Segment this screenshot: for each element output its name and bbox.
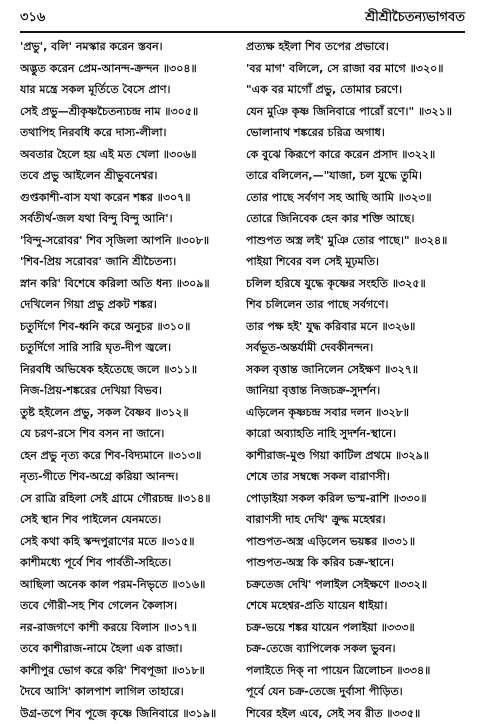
verse-line: তবে প্রভু আইলেন শ্রীভুবনেশ্বর। <box>20 165 242 187</box>
verse-line: কে বুঝে কিরূপে কারে করেন প্রসাদ ॥৩২২॥ <box>246 144 468 166</box>
verse-line: শেষে তার সম্বন্ধে সকল বারাণসী। <box>246 466 468 488</box>
verse-line: অদ্ভুত করেন প্রেম-আনন্দ-ক্রন্দন ॥৩০৪॥ <box>20 58 242 80</box>
verse-line: অবতার হৈলে হয় এই মত খেলা ॥৩০৬॥ <box>20 144 242 166</box>
verse-line: চক্র-তেজে ব্যাপিলেক সকল ভুবন। <box>246 638 468 660</box>
verse-line: কাশীরাজ-মুণ্ড গিয়া কাটিল প্রথমে ॥৩২৯॥ <box>246 445 468 467</box>
verse-line: নর-রাজগণে কাশী করয়ে বিলাস ॥৩১৭॥ <box>20 617 242 639</box>
verse-line: চক্র-ভয়ে শঙ্কর যায়েন পলাইয়া ॥৩৩৩॥ <box>246 617 468 639</box>
header-rule <box>20 31 465 33</box>
verse-line: দৈবে আসি' কালপাশ লাগিল তাহারে। <box>20 681 242 703</box>
running-title: শ্রীশ্রীচৈতন্যভাগবত <box>365 8 465 29</box>
verse-line: 'প্রভু', বলি' নমস্কার করেন স্তবন। <box>20 36 242 58</box>
verse-line: পোড়াইয়া সকল করিল ভস্ম-রাশি ॥৩৩০॥ <box>246 488 468 510</box>
verse-line: তোর পাছে সর্বগণ সহ আছি আমি ॥৩২৩॥ <box>246 187 468 209</box>
verse-line: এড়িলেন কৃষ্ণচন্দ্র সবার দলন ॥৩২৮॥ <box>246 402 468 424</box>
verse-line: পাশুপত অস্ত্র লই' মুঞি তোর পাছে।" ॥৩২৪॥ <box>246 230 468 252</box>
verse-line: গুপ্তকাশী-বাস যথা করেন শঙ্কর ॥৩০৭॥ <box>20 187 242 209</box>
verse-line: প্রত্যক্ষ হইলা শিব তপের প্রভাবে। <box>246 36 468 58</box>
left-verse-column <box>20 36 242 724</box>
verse-line: সর্বতীর্থ-জল যথা বিন্দু বিন্দু আনি'। <box>20 208 242 230</box>
verse-line: পাইয়া শিবের বল সেই মূঢ়মতি। <box>246 251 468 273</box>
verse-line: চলিল হরিষে যুদ্ধে কৃষ্ণের সংহতি ॥৩২৫॥ <box>246 273 468 295</box>
verse-line: নিরবধি অভিষেক হইতেছে জলে ॥৩১১॥ <box>20 359 242 381</box>
verse-line: উগ্র-তপে শিব পূজে কৃষ্ণে জিনিবারে ॥৩১৯॥ <box>20 703 242 724</box>
verse-line: নৃত্য-গীতে শিব-অগ্রে করিয়া আনন্দ। <box>20 466 242 488</box>
verse-line: বারাণসী দাহ দেখি' ক্রুদ্ধ মহেশ্বর। <box>246 509 468 531</box>
verse-line: নিজ-প্রিয়-শঙ্করের দেখিয়া বিভব। <box>20 380 242 402</box>
verse-line: কারো অব্যাহতি নাহি সুদর্শন-স্থানে। <box>246 423 468 445</box>
verse-line: সে রাত্রি রহিলা সেই গ্রামে গৌরচন্দ্র ॥৩১৪॥ <box>20 488 242 510</box>
verse-line: তবে গৌরী-সহ শিব গেলেন কৈলাস। <box>20 595 242 617</box>
verse-line: ভোলানাথ শঙ্করের চরিত্র অগাধ। <box>246 122 468 144</box>
verse-line: আছিলা অনেক কাল পরম-নিভৃতে ॥৩১৬॥ <box>20 574 242 596</box>
verse-line: তবে কাশীরাজ-নামে হৈলা এক রাজা। <box>20 638 242 660</box>
verse-line: শিবের হইল এবে, সেই সব রীত ॥৩৩৫॥ <box>246 703 468 724</box>
verse-line: 'বিন্দু-সরোবর' শিব সৃজিলা আপনি ॥৩০৮॥ <box>20 230 242 252</box>
verse-line: সেই প্রভু—শ্রীকৃষ্ণচৈতন্যচন্দ্র নাম ॥৩০৫॥ <box>20 101 242 123</box>
verse-line: পলাইতে দিক্ না পায়েন ত্রিলোচন ॥৩৩৪॥ <box>246 660 468 682</box>
verse-line: শিব চলিলেন তার পাছে সর্বগণে। <box>246 294 468 316</box>
verse-line: শেষে মহেশ্বর-প্রতি যায়েন ধাইয়া। <box>246 595 468 617</box>
verse-line: চতুর্দিগে শিব-ধ্বনি করে অনুচর ॥৩১০॥ <box>20 316 242 338</box>
verse-line: যে চরণ-রসে শিব বসন না জানে। <box>20 423 242 445</box>
verse-line: সর্বভূত-অন্তর্যামী দেবকীনন্দন। <box>246 337 468 359</box>
verse-line: হেন প্রভু নৃত্য করে শিব-বিদ্যমানে ॥৩১৩॥ <box>20 445 242 467</box>
verse-line: তারে বলিলেন,—"যাজা, চল যুদ্ধে তুমি। <box>246 165 468 187</box>
page-header <box>20 6 465 30</box>
verse-line: পাশুপত-অস্ত্র কি করিব চক্র-স্থানে। <box>246 552 468 574</box>
verse-line: চতুর্দিগে সারি সারি ঘৃত-দীপ জ্বলে। <box>20 337 242 359</box>
right-verse-column <box>246 36 468 724</box>
verse-line: যার মন্ত্রে সকল মূর্তিতে বৈসে প্রাণ। <box>20 79 242 101</box>
verse-line: 'বর মাগ' বলিলে, সে রাজা বর মাগে ॥৩২০॥ <box>246 58 468 80</box>
verse-line: তুষ্ট হইলেন প্রভু, সকল বৈষ্ণব ॥৩১২॥ <box>20 402 242 424</box>
verse-line: তার পক্ষ হই' যুদ্ধ করিবার মনে ॥৩২৬॥ <box>246 316 468 338</box>
verse-line: জানিয়া বৃত্তান্ত নিজচক্র-সুদর্শন। <box>246 380 468 402</box>
verse-line: চক্রতেজ দেখি' পলাইল সেইক্ষণে ॥৩৩২॥ <box>246 574 468 596</box>
verse-line: তথাপিহ নিরবধি করে দাস্য-লীলা। <box>20 122 242 144</box>
verse-line: 'শিব-প্রিয় সরোবর' জানি শ্রীচৈতন্য। <box>20 251 242 273</box>
verse-line: সকল বৃত্তান্ত জানিলেন সেইক্ষণ ॥৩২৭॥ <box>246 359 468 381</box>
verse-line: কাশীমধ্যে পূর্বে শিব পার্বতী-সহিতে। <box>20 552 242 574</box>
page-number: ৩১৬ <box>20 8 45 29</box>
verse-line: কাশীপুর ভোগ করে করি' শিবপূজা ॥৩১৮॥ <box>20 660 242 682</box>
verse-line: স্নান করি' বিশেষে করিলা অতি ধন্য ॥৩০৯॥ <box>20 273 242 295</box>
verse-line: সেই স্থান শিব পাইলেন যেনমতে। <box>20 509 242 531</box>
verse-line: যেন মুঞি কৃষ্ণ জিনিবারে পারোঁ রণে।" ॥৩২১॥ <box>246 101 468 123</box>
verse-line: "এক বর মাগোঁ প্রভু, তোমার চরণে। <box>246 79 468 101</box>
verse-line: পাশুপত-অস্ত্র এড়িলেন ভয়ঙ্কর ॥৩৩১॥ <box>246 531 468 553</box>
verse-line: সেই কথা কহি স্কন্দপুরাণের মতে ॥৩১৫॥ <box>20 531 242 553</box>
verse-line: পূর্বে যেন চক্র-তেজে দুর্বাসা পীড়িত। <box>246 681 468 703</box>
verse-line: দেখিলেন গিয়া প্রভু প্রকট শঙ্কর। <box>20 294 242 316</box>
verse-line: তোরে জিনিবেক হেন কার শক্তি আছে। <box>246 208 468 230</box>
